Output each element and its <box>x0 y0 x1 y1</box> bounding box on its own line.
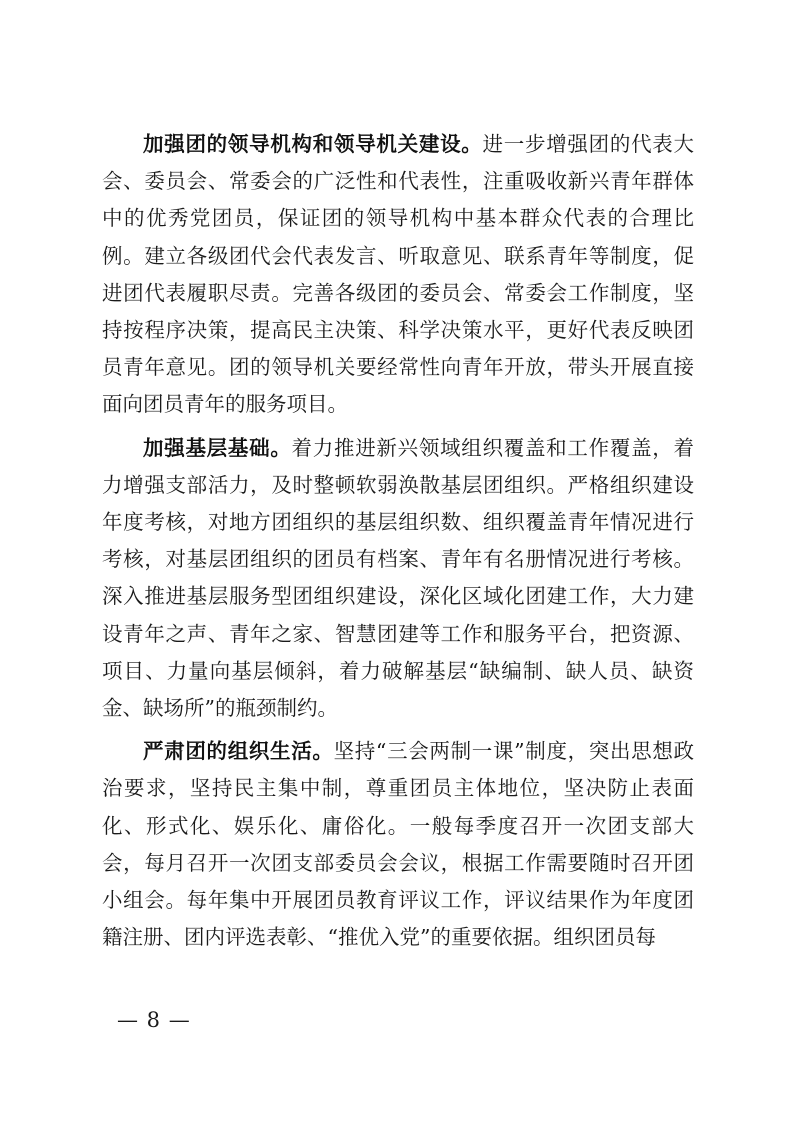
paragraph-text: 进一步增强团的代表大会、委员会、常委会的广泛性和代表性，注重吸收新兴青年群体中的优秀党团员，保证团的领导机构中基本群众代表的合理比例。建立各级团代会代表发言、听取意见、联系青年等制度，促进团代表履职尽责。完善各级团的委员会、常委会工作制度，坚持按程序决策，提高民主决策、科学决策水平，更好代表反映团员青年意见。团的领导机关要经常性向青年开放，带头开展直接面向团员青年的服务项目。 <box>102 132 695 417</box>
paragraph-heading: 严肃团的组织生活。 <box>143 739 334 764</box>
paragraph-text: 着力推进新兴领域组织覆盖和工作覆盖，着力增强支部活力，及时整顿软弱涣散基层团组织。严格组织建设年度考核，对地方团组织的基层组织数、组织覆盖青年情况进行考核，对基层团组织的团员有档案、青年有名册情况进行考核。深入推进基层服务型团组织建设，深化区域化团建工作，大力建设青年之声、青年之家、智慧团建等工作和服务平台，把资源、项目、力量向基层倾斜，着力破解基层“缺编制、缺人员、缺资金、缺场所”的瓶颈制约。 <box>102 435 695 721</box>
paragraph-grassroots <box>102 430 694 728</box>
paragraph-heading: 加强团的领导机构和领导机关建设。 <box>143 132 483 156</box>
paragraph-heading: 加强基层基础。 <box>143 435 292 460</box>
paragraph-organization-life <box>102 733 694 956</box>
page-number: — 8 — <box>117 1008 191 1032</box>
paragraph-text: 坚持“三会两制一课”制度，突出思想政治要求，坚持民主集中制，尊重团员主体地位，坚决防止表面化、形式化、娱乐化、庸俗化。一般每季度召开一次团支部大会，每月召开一次团支部委员会会议，根据工作需要随时召开团小组会。每年集中开展团员教育评议工作，评议结果作为年度团籍注册、团内评选表彰、“推优入党”的重要依据。组织团员每 <box>102 739 695 950</box>
paragraph-leadership <box>102 126 694 424</box>
document-body <box>102 126 694 962</box>
